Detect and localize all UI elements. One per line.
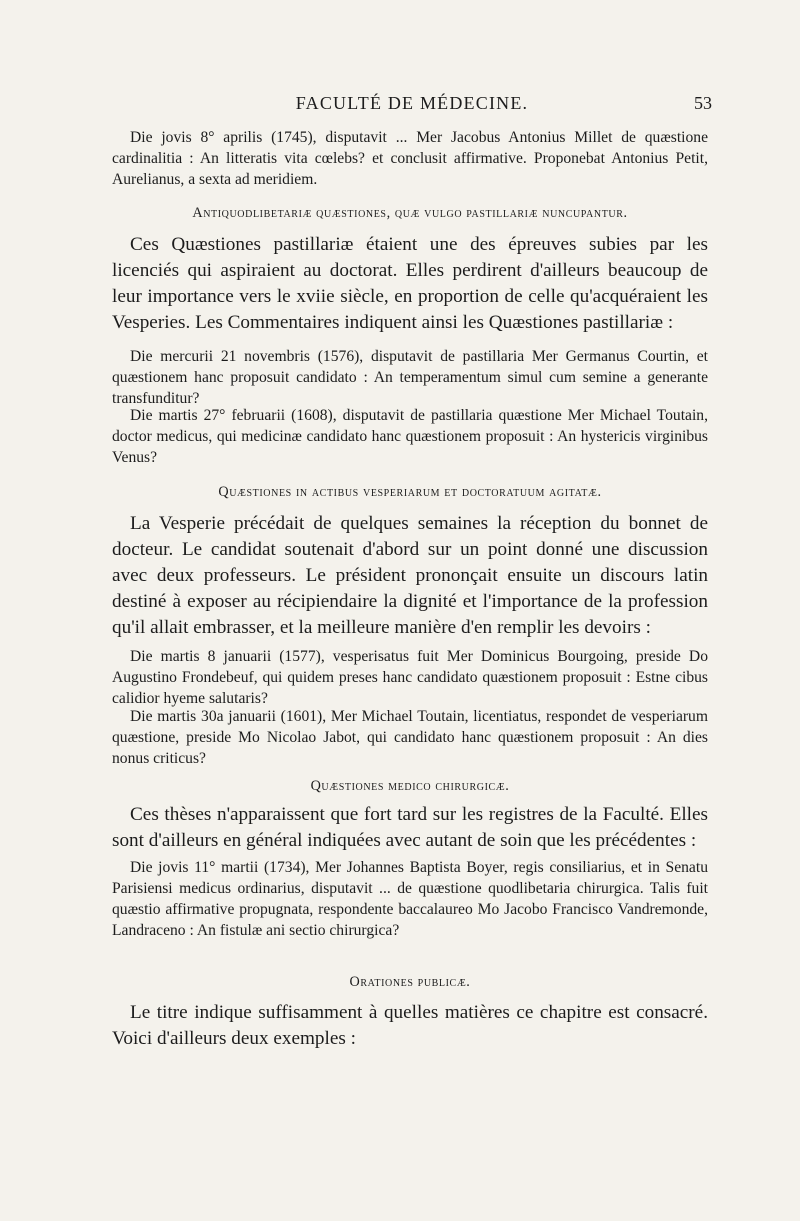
entry: Die martis 30a januarii (1601), Mer Michael Toutain, licentiatus, respondet de vesperiarum quæstione, preside Mo Nicolao Jabot, qui candidato hanc quæstionem proposuit : An dies nonus criticus? (112, 708, 708, 767)
section-paragraph-vesperiae: La Vesperie précédait de quelques semaines la réception du bonnet de docteur. Le candidat soutenait d'abord sur un point donné une discussion avec deux professeurs. Le président prononçait ensuite un discours latin destiné à exposer au récipiendaire la dignité et l'importance de la profession qu'il allait embrasser, et la meilleure manière d'en remplir les devoirs : (112, 513, 708, 638)
running-title: FACULTÉ DE MÉDECINE. (295, 93, 529, 113)
page-header (112, 93, 712, 117)
section-heading-pastillariae: Antiquodlibetariæ quæstiones, quæ vulgo pastillariæ nuncupantur. (192, 205, 628, 221)
page-number: 53 (694, 93, 712, 113)
intro-entry (112, 127, 708, 190)
section-paragraph-chirurgicae: Ces thèses n'apparaissent que fort tard sur les registres de la Faculté. Elles sont d'ailleurs en général indiquées avec autant de soin que les précédentes : (112, 804, 708, 851)
entry: Die jovis 11° martii (1734), Mer Johannes Baptista Boyer, regis consiliarius, et in Senatu Parisiensi medicus ordinarius, disputavit ... de quæstione quodlibetaria chirurgica. Talis fuit quæstio affirmative propugnata, respondente baccalaureo Mo Jacobo Francisco Vandremonde, Landraceno : An fistulæ ani sectio chirurgica? (112, 859, 708, 939)
section-heading-vesperiae: Quæstiones in actibus vesperiarum et doctoratuum agitatæ. (218, 484, 602, 500)
intro-text: Die jovis 8° aprilis (1745), disputavit ... Mer Jacobus Antonius Millet de quæstione cardinalitia : An litteratis vita cœlebs? et conclusit affirmative. Proponebat Antonius Petit, Aurelianus, a sexta ad meridiem. (112, 129, 708, 188)
section-paragraph-pastillariae: Ces Quæstiones pastillariæ étaient une des épreuves subies par les licenciés qui aspiraient au doctorat. Elles perdirent d'ailleurs beaucoup de leur importance vers le xviie siècle, en proportion de celle qu'acquéraient les Vesperies. Les Commentaires indiquent ainsi les Quæstiones pastillariæ : (112, 234, 708, 333)
section-heading-chirurgicae: Quæstiones medico chirurgicæ. (310, 778, 510, 794)
entry: Die mercurii 21 novembris (1576), disputavit de pastillaria Mer Germanus Courtin, et quæstionem hanc proposuit candidato : An temperamentum simul cum semine a generante transfunditur? (112, 348, 708, 407)
section-heading-orationes: Orationes publicæ. (349, 974, 471, 990)
section-paragraph-orationes: Le titre indique suffisamment à quelles matières ce chapitre est consacré. Voici d'ailleurs deux exemples : (112, 1002, 708, 1049)
entry: Die martis 27° februarii (1608), disputavit de pastillaria quæstione Mer Michael Toutain, doctor medicus, qui medicinæ candidato hanc quæstionem proposuit : An hystericis virginibus Venus? (112, 407, 708, 466)
entry: Die martis 8 januarii (1577), vesperisatus fuit Mer Dominicus Bourgoing, preside Do Augustino Frondebeuf, qui quidem preses hanc candidato quæstionem proposuit : Estne cibus calidior hyeme salutaris? (112, 648, 708, 707)
